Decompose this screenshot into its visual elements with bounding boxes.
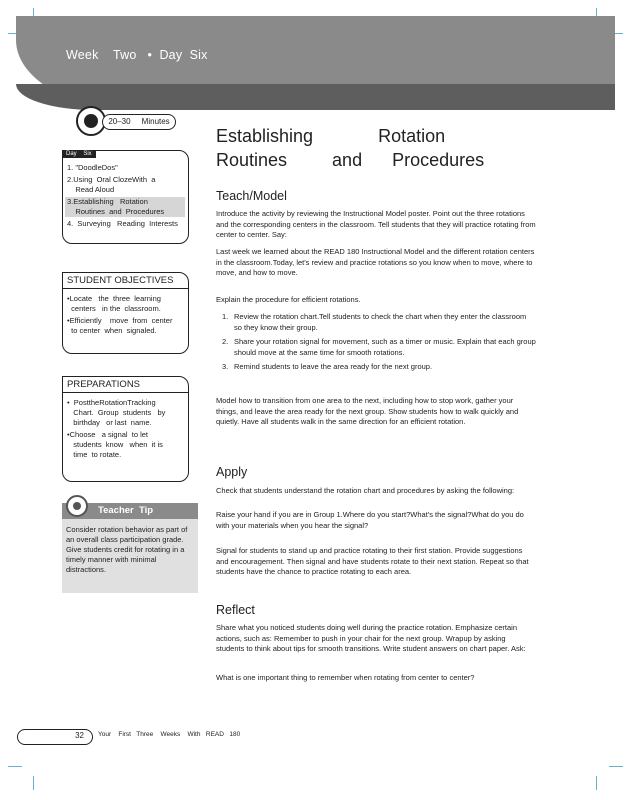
paragraph: Explain the procedure for efficient rotations. [216, 295, 361, 304]
section-heading-reflect: Reflect [216, 603, 255, 617]
crop-mark [609, 766, 623, 767]
procedure-steps [222, 312, 536, 377]
paragraph: Last week we learned about the READ 180 Instructional Model and the different rotation centers in the classroom.Today, let's review and practice rotations so you know when to move, where to move, and how to move. [216, 247, 535, 277]
page-header-title: Week Two • Day Six [66, 48, 208, 62]
paragraph: Raise your hand if you are in Group 1.Where do you start?What's the signal?What do you do with your materials when you hear the signal? [216, 510, 524, 530]
crop-mark [33, 776, 34, 790]
paragraph: What is one important thing to remember when rotating from center to center? [216, 673, 475, 682]
step-text: Share your rotation signal for movement, such as a timer or music. Explain that each group should move at the same time for smooth rotations. [234, 337, 536, 357]
lightbulb-icon [66, 495, 88, 517]
page-header-stripe [16, 84, 615, 110]
agenda-box [62, 150, 189, 244]
paragraph: Share what you noticed students doing well during the practice rotation. Emphasize certain actions, such as: Remember to push in your chair for the next group. Wrapup by asking students to think about tips for smooth transitions. Write student answers on chart paper. Ask: [216, 623, 526, 653]
list-item: •Efficiently move from center to center when signaled. [67, 316, 173, 335]
page-number-badge [17, 729, 93, 745]
divider [63, 392, 188, 393]
step-text: Review the rotation chart.Tell students to check the chart when they enter the classroom so they know their group. [234, 312, 527, 332]
list-item: • PosttheRotationTracking Chart. Group students by birthday or last name. [67, 398, 166, 427]
list-item [222, 312, 536, 333]
footer-text: Your First Three Weeks With READ 180 [98, 731, 241, 738]
agenda-item-current: 3.Establishing Rotation Routines and Procedures [65, 197, 185, 217]
lesson-title-line: Establishing Rotation [216, 126, 446, 146]
list-item [222, 337, 536, 358]
crop-mark [596, 776, 597, 790]
paragraph: Model how to transition from one area to the next, including how to stop work, gather your things, and leave the area ready for the next group. Show students how to walk quickly and quietly. Have all students walk in the same direction for an efficient rotation. [216, 396, 519, 426]
step-text: Remind students to leave the area ready for the next group. [234, 362, 433, 371]
time-label: 20–30 Minutes [102, 114, 176, 130]
divider [63, 288, 188, 289]
agenda-item: 4. Surveying Reading Interests [67, 219, 178, 228]
teacher-tip-title: Teacher Tip [98, 505, 154, 516]
agenda-list [67, 163, 185, 231]
list-item: •Locate the three learning centers in the classroom. [67, 294, 161, 313]
objectives-list [67, 294, 185, 338]
lesson-title-line: Routines and Procedures [216, 150, 485, 170]
preparations-list [67, 398, 185, 462]
lesson-title [216, 124, 484, 172]
page-number: 32 [75, 731, 84, 740]
agenda-item: 2.Using Oral ClozeWith a Read Aloud [67, 175, 156, 194]
teacher-tip-body: Consider rotation behavior as part of an overall class participation grade. Give students credit for rotating in a timely manner with minimal distractions. [66, 525, 188, 574]
objectives-box [62, 272, 189, 354]
list-item: •Choose a signal to let students know when it is time to rotate. [67, 430, 163, 459]
section-heading-teach: Teach/Model [216, 189, 287, 203]
agenda-item: 1. "DoodleDos" [67, 163, 118, 172]
step-number: 3. [222, 362, 229, 371]
step-number: 1. [222, 312, 229, 321]
agenda-tab: Day Six [62, 150, 96, 158]
paragraph: Signal for students to stand up and practice rotating to their first station. Provide suggestions and encouragement. Then signal and have students rotate to their next station. Repeat so that students have the chance to practice rotating to each area. [216, 546, 529, 576]
preparations-box [62, 376, 189, 482]
list-item [222, 362, 536, 373]
preparations-heading: PREPARATIONS [67, 379, 141, 390]
paragraph: Check that students understand the rotation chart and procedures by asking the following: [216, 486, 515, 495]
step-number: 2. [222, 337, 229, 346]
section-heading-apply: Apply [216, 465, 248, 479]
teacher-tip [62, 503, 198, 593]
objectives-heading: STUDENT OBJECTIVES [67, 275, 174, 286]
paragraph: Introduce the activity by reviewing the Instructional Model poster. Point out the three rotations and the corresponding centers in the classroom. Tell students that they will practice rotating from center to center. Say: [216, 209, 536, 239]
crop-mark [8, 766, 22, 767]
